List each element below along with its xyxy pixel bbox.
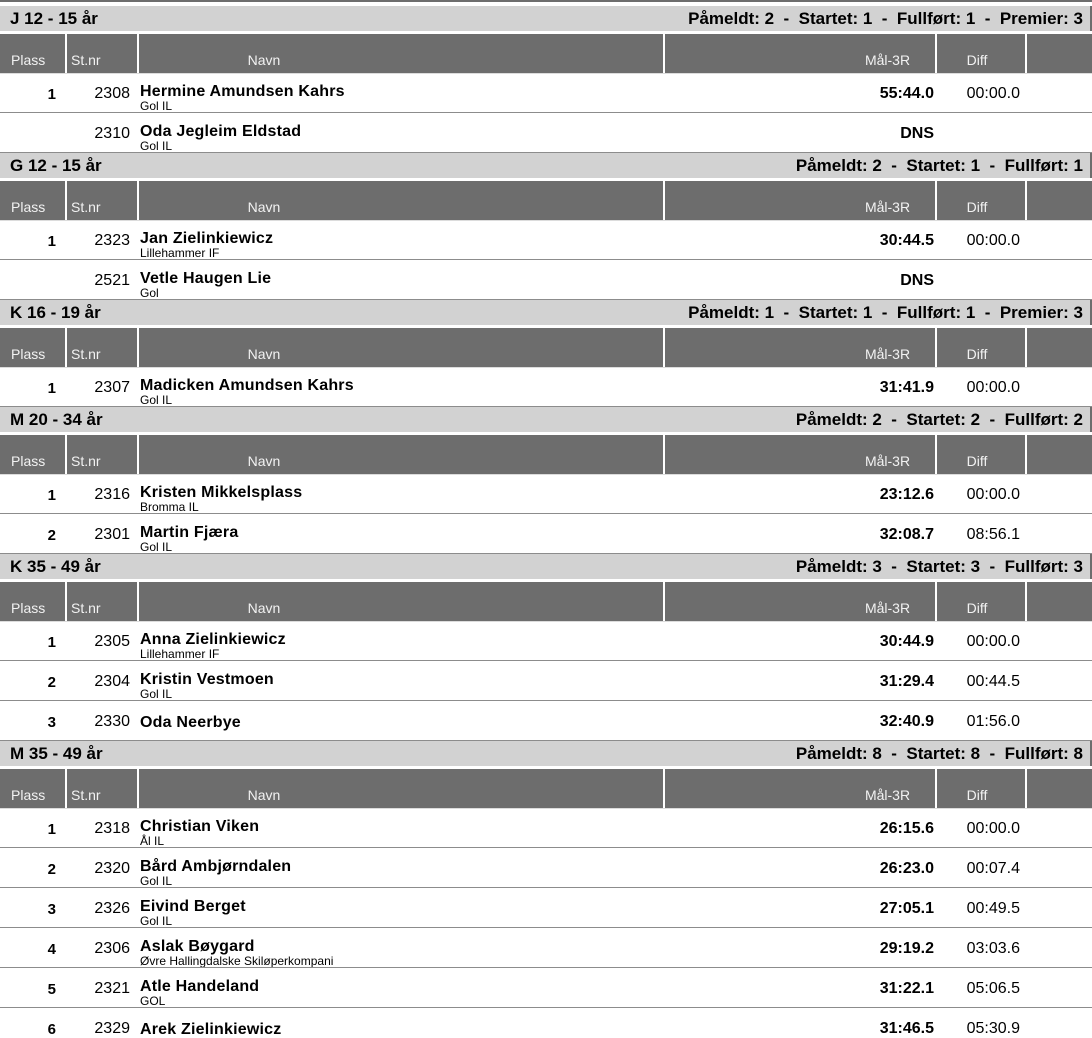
result-cell: DNS: [900, 272, 934, 289]
column-header-bib: St.nr: [71, 52, 101, 68]
table-row: [0, 367, 1092, 407]
bib-cell: 2304: [94, 673, 130, 690]
bib-cell: 2305: [94, 633, 130, 650]
name-cell: [137, 260, 663, 299]
name-cell: [137, 113, 663, 152]
column-separator: [1025, 435, 1027, 474]
column-separator: [65, 435, 67, 474]
bib-cell: 2329: [94, 1020, 130, 1037]
athlete-club: Gol IL: [140, 540, 173, 553]
bib-cell: 2308: [94, 85, 130, 102]
column-separator: [65, 34, 67, 73]
table-row: [0, 968, 1092, 1008]
spacer-cell: [1027, 928, 1092, 967]
diff-cell: 03:03.6: [966, 940, 1020, 957]
diff-cell: 00:00.0: [966, 633, 1020, 650]
table-row: [0, 701, 1092, 741]
spacer-cell: [1027, 260, 1092, 299]
column-header-result: Mål-3R: [864, 52, 911, 68]
bib-cell: 2521: [94, 272, 130, 289]
class-header-band: [0, 554, 1092, 579]
name-cell: [137, 661, 663, 700]
diff-cell: [935, 113, 1027, 152]
results-table-header: [0, 328, 1092, 367]
result-cell: 23:12.6: [879, 486, 934, 503]
column-header-name: Navn: [247, 199, 281, 215]
column-separator: [65, 582, 67, 621]
table-row: [0, 808, 1092, 848]
athlete-name: Hermine Amundsen Kahrs: [140, 83, 345, 100]
bib-cell: 2310: [94, 125, 130, 142]
athlete-name: Madicken Amundsen Kahrs: [140, 377, 354, 394]
column-separator: [1025, 769, 1027, 808]
spacer-cell: [1027, 701, 1092, 740]
place-cell: 2: [47, 527, 56, 544]
column-header-diff: Diff: [966, 453, 988, 469]
column-header-result: Mål-3R: [864, 346, 911, 362]
bib-cell: 2323: [94, 232, 130, 249]
spacer-cell: [1027, 848, 1092, 887]
place-cell: [0, 113, 65, 152]
place-cell: [0, 260, 65, 299]
class-section: [0, 153, 1092, 300]
diff-cell: 05:30.9: [966, 1020, 1020, 1037]
result-rows: [0, 474, 1092, 554]
athlete-name: Oda Neerbye: [140, 714, 241, 731]
column-header-diff: Diff: [966, 52, 988, 68]
bib-cell: 2316: [94, 486, 130, 503]
spacer-cell: [1027, 73, 1092, 112]
column-header-result: Mål-3R: [864, 199, 911, 215]
result-cell: 29:19.2: [879, 940, 934, 957]
column-separator: [65, 328, 67, 367]
result-cell: 30:44.9: [879, 633, 934, 650]
athlete-name: Bård Ambjørndalen: [140, 858, 292, 875]
athlete-name: Christian Viken: [140, 818, 260, 835]
place-cell: 3: [47, 714, 56, 731]
column-header-bib: St.nr: [71, 600, 101, 616]
place-cell: 1: [47, 487, 56, 504]
spacer-cell: [1027, 474, 1092, 513]
class-stats: Påmeldt: 8 - Startet: 8 - Fullført: 8: [795, 743, 1083, 763]
column-separator: [663, 181, 665, 220]
bib-cell: 2306: [94, 940, 130, 957]
athlete-name: Anna Zielinkiewicz: [140, 631, 286, 648]
spacer-cell: [1027, 514, 1092, 553]
class-title: K 16 - 19 år: [10, 302, 101, 322]
spacer-cell: [1027, 113, 1092, 152]
class-title: M 35 - 49 år: [10, 743, 103, 763]
athlete-club: Gol IL: [140, 687, 173, 700]
column-separator: [1025, 582, 1027, 621]
class-stats: Påmeldt: 1 - Startet: 1 - Fullført: 1 - Premier: 3: [688, 302, 1083, 322]
place-cell: 1: [47, 634, 56, 651]
diff-cell: 00:00.0: [966, 232, 1020, 249]
class-title: J 12 - 15 år: [10, 8, 98, 28]
column-header-diff: Diff: [966, 346, 988, 362]
result-cell: 31:22.1: [879, 980, 934, 997]
column-header-place: Plass: [11, 600, 46, 616]
name-cell: [137, 1008, 663, 1038]
athlete-name: Oda Jegleim Eldstad: [140, 123, 302, 140]
bib-cell: 2301: [94, 526, 130, 543]
bib-cell: 2318: [94, 820, 130, 837]
class-header-band: [0, 6, 1092, 31]
column-separator: [663, 328, 665, 367]
column-header-result: Mål-3R: [864, 787, 911, 803]
diff-cell: 00:00.0: [966, 85, 1020, 102]
spacer-cell: [1027, 968, 1092, 1007]
column-separator: [1025, 328, 1027, 367]
results-table-header: [0, 435, 1092, 474]
place-cell: 5: [47, 981, 56, 998]
column-separator: [65, 181, 67, 220]
class-title: G 12 - 15 år: [10, 155, 102, 175]
class-section: [0, 6, 1092, 153]
name-cell: [137, 621, 663, 660]
class-section: [0, 407, 1092, 554]
class-stats: Påmeldt: 3 - Startet: 3 - Fullført: 3: [795, 556, 1083, 576]
athlete-name: Atle Handeland: [140, 978, 260, 995]
athlete-club: Gol IL: [140, 99, 173, 112]
place-cell: 4: [47, 941, 56, 958]
name-cell: [137, 808, 663, 847]
table-row: [0, 621, 1092, 661]
class-stats: Påmeldt: 2 - Startet: 1 - Fullført: 1: [795, 155, 1083, 175]
athlete-club: Øvre Hallingdalske Skiløperkompani: [140, 954, 334, 967]
result-rows: [0, 621, 1092, 741]
bib-cell: 2321: [94, 980, 130, 997]
column-separator: [1025, 34, 1027, 73]
column-separator: [1025, 181, 1027, 220]
result-cell: DNS: [900, 125, 934, 142]
result-cell: 31:41.9: [879, 379, 934, 396]
athlete-club: Gol: [140, 286, 159, 299]
bib-cell: 2320: [94, 860, 130, 877]
table-row: [0, 113, 1092, 153]
column-header-name: Navn: [247, 346, 281, 362]
diff-cell: 05:06.5: [966, 980, 1020, 997]
column-separator: [663, 34, 665, 73]
table-row: [0, 220, 1092, 260]
result-cell: 30:44.5: [879, 232, 934, 249]
result-cell: 27:05.1: [879, 900, 934, 917]
diff-cell: 00:00.0: [966, 379, 1020, 396]
class-title: K 35 - 49 år: [10, 556, 101, 576]
bib-cell: 2326: [94, 900, 130, 917]
column-header-result: Mål-3R: [864, 453, 911, 469]
result-cell: 55:44.0: [879, 85, 934, 102]
athlete-name: Martin Fjæra: [140, 524, 239, 541]
diff-cell: [935, 260, 1027, 299]
table-row: [0, 888, 1092, 928]
column-header-bib: St.nr: [71, 453, 101, 469]
table-row: [0, 73, 1092, 113]
result-cell: 32:40.9: [879, 713, 934, 730]
athlete-club: Lillehammer IF: [140, 246, 220, 259]
column-separator: [663, 582, 665, 621]
column-header-bib: St.nr: [71, 346, 101, 362]
diff-cell: 00:49.5: [966, 900, 1020, 917]
name-cell: [137, 367, 663, 406]
spacer-cell: [1027, 661, 1092, 700]
diff-cell: 08:56.1: [966, 526, 1020, 543]
column-header-bib: St.nr: [71, 787, 101, 803]
name-cell: [137, 73, 663, 112]
column-header-diff: Diff: [966, 199, 988, 215]
name-cell: [137, 220, 663, 259]
name-cell: [137, 514, 663, 553]
place-cell: 1: [47, 821, 56, 838]
result-rows: [0, 808, 1092, 1038]
column-header-place: Plass: [11, 52, 46, 68]
spacer-cell: [1027, 888, 1092, 927]
column-header-result: Mål-3R: [864, 600, 911, 616]
table-row: [0, 260, 1092, 300]
athlete-club: Gol IL: [140, 914, 173, 927]
results-table-header: [0, 34, 1092, 73]
class-stats: Påmeldt: 2 - Startet: 1 - Fullført: 1 - Premier: 3: [688, 8, 1083, 28]
result-rows: [0, 220, 1092, 300]
table-row: [0, 1008, 1092, 1038]
athlete-club: Lillehammer IF: [140, 647, 220, 660]
diff-cell: 00:00.0: [966, 820, 1020, 837]
athlete-club: Gol IL: [140, 874, 173, 887]
results-table-header: [0, 181, 1092, 220]
bib-cell: 2307: [94, 379, 130, 396]
class-header-band: [0, 407, 1092, 432]
name-cell: [137, 968, 663, 1007]
diff-cell: 00:00.0: [966, 486, 1020, 503]
result-cell: 31:29.4: [879, 673, 934, 690]
column-separator: [663, 769, 665, 808]
results-table-header: [0, 582, 1092, 621]
name-cell: [137, 701, 663, 740]
spacer-cell: [1027, 220, 1092, 259]
athlete-name: Kristin Vestmoen: [140, 671, 274, 688]
result-cell: 31:46.5: [879, 1020, 934, 1037]
athlete-club: Gol IL: [140, 139, 173, 152]
result-rows: [0, 367, 1092, 407]
column-header-name: Navn: [247, 453, 281, 469]
name-cell: [137, 888, 663, 927]
spacer-cell: [1027, 621, 1092, 660]
table-row: [0, 928, 1092, 968]
table-row: [0, 514, 1092, 554]
diff-cell: 01:56.0: [966, 713, 1020, 730]
athlete-club: Bromma IL: [140, 500, 199, 513]
athlete-name: Arek Zielinkiewicz: [140, 1021, 282, 1038]
top-divider: [0, 0, 1092, 2]
column-header-bib: St.nr: [71, 199, 101, 215]
class-stats: Påmeldt: 2 - Startet: 2 - Fullført: 2: [795, 409, 1083, 429]
name-cell: [137, 928, 663, 967]
athlete-name: Jan Zielinkiewicz: [140, 230, 274, 247]
column-header-name: Navn: [247, 52, 281, 68]
results-table-header: [0, 769, 1092, 808]
column-header-name: Navn: [247, 600, 281, 616]
class-section: [0, 554, 1092, 741]
column-header-place: Plass: [11, 453, 46, 469]
athlete-club: Ål IL: [140, 834, 165, 847]
athlete-name: Vetle Haugen Lie: [140, 270, 272, 287]
place-cell: 6: [47, 1021, 56, 1038]
result-cell: 26:15.6: [879, 820, 934, 837]
class-header-band: [0, 300, 1092, 325]
class-header-band: [0, 741, 1092, 766]
column-header-name: Navn: [247, 787, 281, 803]
table-row: [0, 661, 1092, 701]
column-header-diff: Diff: [966, 600, 988, 616]
spacer-cell: [1027, 367, 1092, 406]
class-title: M 20 - 34 år: [10, 409, 103, 429]
athlete-name: Eivind Berget: [140, 898, 246, 915]
column-header-place: Plass: [11, 346, 46, 362]
class-section: [0, 300, 1092, 407]
column-header-place: Plass: [11, 199, 46, 215]
results-sections: [0, 6, 1092, 1038]
spacer-cell: [1027, 808, 1092, 847]
table-row: [0, 848, 1092, 888]
bib-cell: 2330: [94, 713, 130, 730]
result-cell: 26:23.0: [879, 860, 934, 877]
athlete-club: GOL: [140, 994, 166, 1007]
column-header-diff: Diff: [966, 787, 988, 803]
diff-cell: 00:44.5: [966, 673, 1020, 690]
class-section: [0, 741, 1092, 1038]
column-separator: [663, 435, 665, 474]
place-cell: 2: [47, 861, 56, 878]
result-rows: [0, 73, 1092, 153]
place-cell: 2: [47, 674, 56, 691]
diff-cell: 00:07.4: [966, 860, 1020, 877]
class-header-band: [0, 153, 1092, 178]
place-cell: 1: [47, 233, 56, 250]
place-cell: 3: [47, 901, 56, 918]
name-cell: [137, 848, 663, 887]
spacer-cell: [1027, 1008, 1092, 1038]
place-cell: 1: [47, 86, 56, 103]
athlete-name: Aslak Bøygard: [140, 938, 255, 955]
column-header-place: Plass: [11, 787, 46, 803]
athlete-name: Kristen Mikkelsplass: [140, 484, 303, 501]
name-cell: [137, 474, 663, 513]
place-cell: 1: [47, 380, 56, 397]
athlete-club: Gol IL: [140, 393, 173, 406]
table-row: [0, 474, 1092, 514]
result-cell: 32:08.7: [879, 526, 934, 543]
column-separator: [65, 769, 67, 808]
